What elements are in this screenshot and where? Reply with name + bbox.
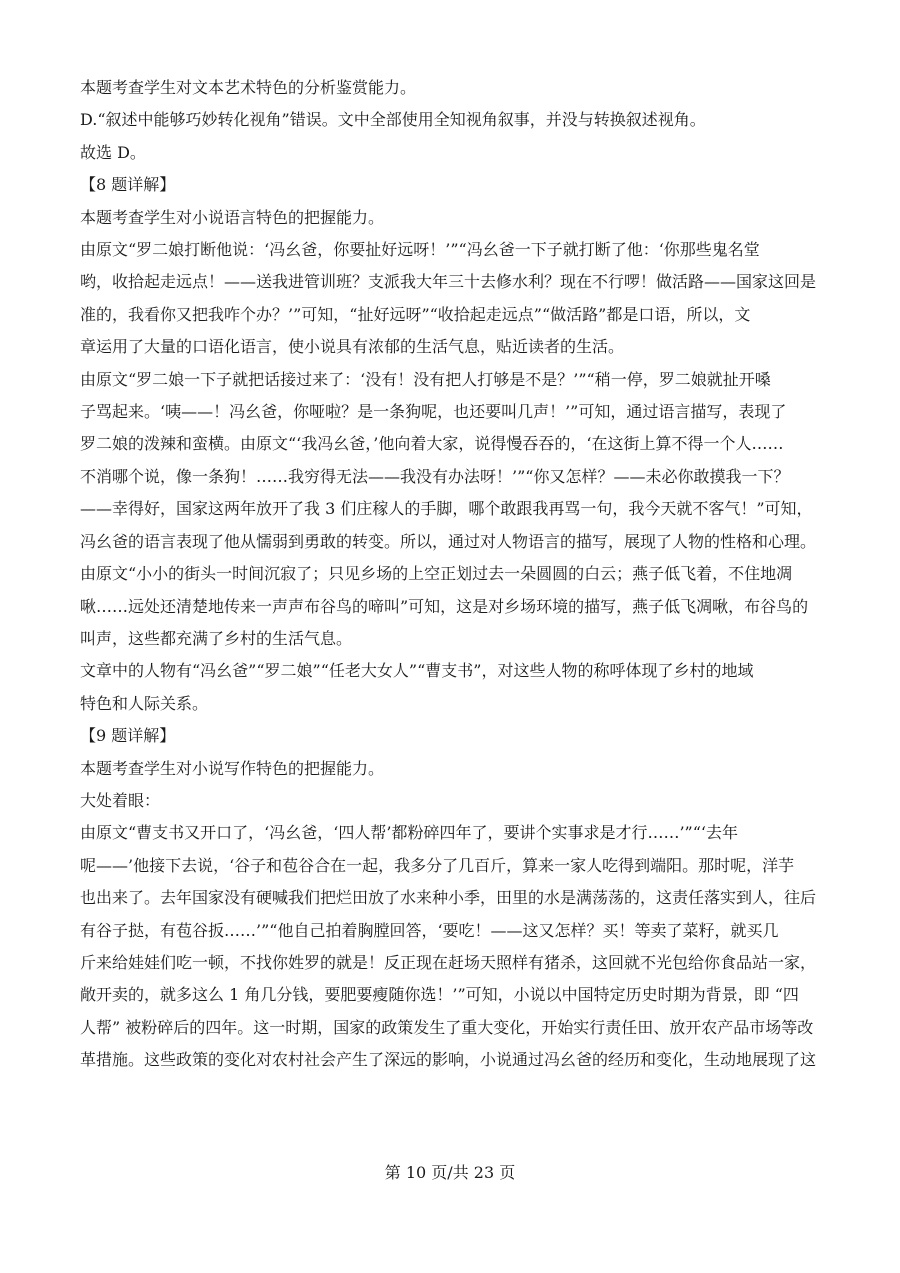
text-line: 故选 D。	[80, 142, 146, 162]
text-line: 子骂起来。‘咦——！冯幺爸，你哑啦？是一条狗呢，也还要叫几声！’”可知，通过语言描写，表现了	[80, 402, 787, 422]
text-line: 不消哪个说，像一条狗！……我穷得无法——我没有办法呀！’”“你又怎样？——未必你敢摸我一下？	[80, 466, 790, 486]
text-line: 本题考查学生对文本艺术特色的分析鉴赏能力。	[80, 78, 417, 97]
text-line: 准的，我看你又把我咋个办？’”可知，“扯好远呀”“收拾起走远点”“做活路”都是口语，所以，文	[80, 304, 751, 324]
text-line: 哟，收拾起走远点！——送我进管训班？支派我大年三十去修水利？现在不行啰！做活路——国家这回是	[80, 272, 817, 292]
text-line: D.“叙述中能够巧妙转化视角”错误。文中全部使用全知视角叙事，并没与转换叙述视角。	[80, 110, 706, 130]
text-line: 由原文“曹支书又开口了，‘冯幺爸，‘四人帮’都粉碎四年了，要讲个实事求是才行……’”“‘去年	[80, 823, 738, 843]
text-line: ——幸得好，国家这两年放开了我 3 们庄稼人的手脚，哪个敢跟我再骂一句，我今天就不客气！”可知，	[80, 499, 813, 519]
page-number-footer: 第 10 页/共 23 页	[384, 1163, 516, 1182]
text-line: 人帮” 被粉碎后的四年。这一时期，国家的政策发生了重大变化，开始实行责任田、放开农产品市场等改	[80, 1017, 814, 1037]
document-body	[80, 72, 820, 1077]
text-line: 文章中的人物有“冯幺爸”“罗二娘”“任老大女人”“曹支书”，对这些人物的称呼体现了乡村的地域	[80, 661, 754, 681]
text-line: 啾……远处还清楚地传来一声声布谷鸟的啼叫”可知，这是对乡场环境的描写，燕子低飞凋啾，布谷鸟的	[80, 596, 809, 616]
text-line: 斤来给娃娃们吃一顿，不找你姓罗的就是！反正现在赶场天照样有猪杀，这回就不光包给你食品站一家，	[80, 952, 817, 972]
text-line: 大处着眼：	[80, 790, 161, 810]
text-line: 本题考查学生对小说写作特色的把握能力。	[80, 758, 385, 778]
section-heading: 【9 题详解】	[80, 726, 176, 746]
text-line: 由原文“小小的街头一时间沉寂了；只见乡场的上空正划过去一朵圆圆的白云；燕子低飞着，不住地凋	[80, 564, 793, 584]
text-line: 由原文“罗二娘打断他说：‘冯幺爸，你要扯好远呀！’”“冯幺爸一下子就打断了他：‘你那些鬼名堂	[80, 240, 760, 260]
text-line: 本题考查学生对小说语言特色的把握能力。	[80, 207, 385, 227]
text-line: 有谷子挞，有苞谷扳……’”“他自己拍着胸膛回答，‘要吃！——这又怎样？买！等卖了菜籽，就买几	[80, 920, 779, 940]
text-line: 特色和人际关系。	[80, 693, 209, 713]
text-line: 冯幺爸的语言表现了他从懦弱到勇敢的转变。所以，通过对人物语言的描写，展现了人物的性格和心理。	[80, 531, 817, 551]
section-heading: 【8 题详解】	[80, 175, 176, 195]
text-line: 章运用了大量的口语化语言，使小说具有浓郁的生活气息，贴近读者的生活。	[80, 337, 625, 357]
text-line: 敞开卖的，就多这么 1 角几分钱，要肥要瘦随你选！’”可知，小说以中国特定历史时期为背景，即 “四	[80, 985, 799, 1005]
text-line: 叫声，这些都充满了乡村的生活气息。	[80, 628, 353, 648]
text-line: 也出来了。去年国家没有硬喊我们把烂田放了水来种小季，田里的水是满荡荡的，这责任落实到人，往后	[80, 888, 817, 908]
text-line: 呢——’他接下去说，‘谷子和苞谷合在一起，我多分了几百斤，算来一家人吃得到端阳。那时呢，洋芋	[80, 855, 795, 875]
text-line: 革措施。这些政策的变化对农村社会产生了深远的影响，小说通过冯幺爸的经历和变化，生动地展现了这	[80, 1050, 817, 1070]
text-line: 罗二娘的泼辣和蛮横。由原文“‘我冯幺爸，’他向着大家，说得慢吞吞的，‘在这街上算不得一个人……	[80, 434, 784, 454]
text-line: 由原文“罗二娘一下子就把话接过来了：‘没有！没有把人打够是不是？’”“稍一停，罗二娘就扯开嗓	[80, 369, 771, 389]
